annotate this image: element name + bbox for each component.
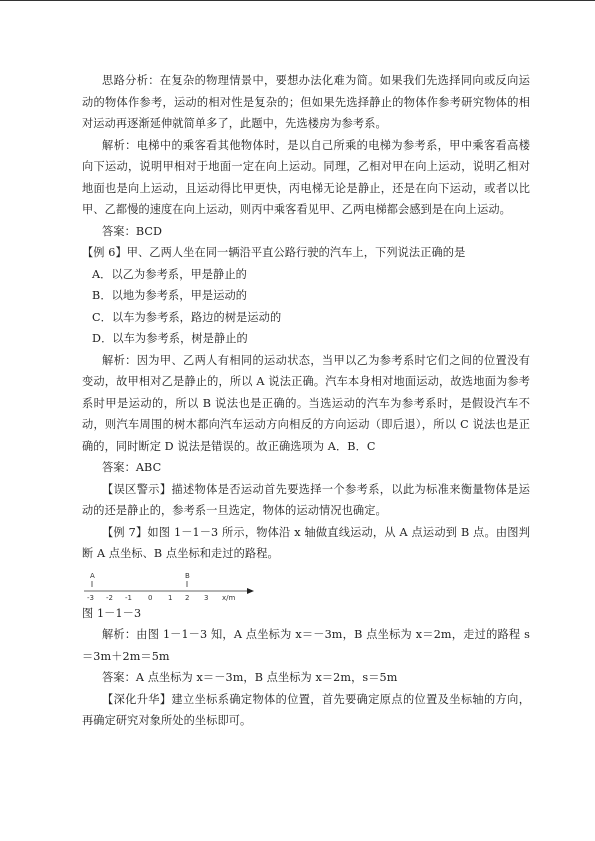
tick-label: -2: [106, 593, 113, 602]
x-axis-diagram: [82, 567, 272, 603]
axis-unit-label: x/m: [222, 593, 236, 602]
option-d: D．以车为参考系，树是静止的: [92, 332, 248, 345]
deepen-note: 【深化升华】建立坐标系确定物体的位置，首先要确定原点的位置及坐标轴的方向，再确定研究对象所处的坐标即可。: [82, 692, 530, 727]
axis-arrow-icon: [247, 588, 254, 594]
explanation-paragraph-2: 解析：因为甲、乙两人有相同的运动状态，当甲以乙为参考系时它们之间的位置没有变动，故甲相对乙是静止的，所以 A 说法正确。汽车本身相对地面运动，故选地面为参考系时甲是运动的，所以 B 说法也是正确的。当选运动的汽车为参考系时，是假设汽车不动，则汽车周围的树木都向汽车运动方向相反的方向运动（即后退），所以 C 说法也是正确的，同时断定 D 说法是错误的。故正确选项为 A．B．C: [82, 353, 530, 453]
point-a-label: A: [90, 571, 95, 580]
axis-figure: [82, 567, 530, 603]
example-6-question: 【例 6】甲、乙两人坐在同一辆沿平直公路行驶的汽车上，下列说法正确的是: [82, 246, 466, 259]
tick-label: 3: [204, 593, 209, 602]
tick-label: 2: [185, 593, 190, 602]
tick-label: -1: [125, 593, 132, 602]
document-body: [82, 70, 530, 732]
tick-label: 1: [168, 593, 173, 602]
explanation-paragraph-3: 解析：由图 1－1－3 知，A 点坐标为 x＝－3m，B 点坐标为 x＝2m，走过的路程 s＝3m＋2m＝5m: [82, 628, 530, 663]
tick-label: 0: [148, 593, 153, 602]
option-a: A．以乙为参考系，甲是静止的: [92, 267, 247, 281]
option-b: B．以地为参考系，甲是运动的: [92, 289, 248, 302]
answer-line-3: 答案：A 点坐标为 x＝－3m，B 点坐标为 x＝2m，s＝5m: [102, 671, 398, 684]
analysis-paragraph: 思路分析：在复杂的物理情景中，要想办法化难为简。如果我们先选择同向或反向运动的物体作参考，运动的相对性是复杂的；但如果先选择静止的物体作参考研究物体的相对运动再逐渐延伸就简单多了，此题中，先选楼房为参考系。: [82, 74, 530, 130]
option-c: C．以车为参考系，路边的树是运动的: [92, 310, 282, 324]
point-b-label: B: [185, 571, 190, 580]
answer-line-2: 答案：ABC: [102, 461, 162, 474]
page-top-border: [0, 0, 595, 1]
figure-caption: 图 1－1－3: [82, 606, 142, 620]
misconception-note: 【误区警示】描述物体是否运动首先要选择一个参考系，以此为标准来衡量物体是运动的还是静止的，参考系一旦选定，物体的运动情况也确定。: [82, 482, 530, 517]
tick-label: -3: [87, 593, 94, 602]
answer-line: 答案：BCD: [102, 224, 163, 238]
example-7-question: 【例 7】如图 1－1－3 所示，物体沿 x 轴做直线运动，从 A 点运动到 B 点。由图判断 A 点坐标、B 点坐标和走过的路程。: [82, 525, 530, 560]
explanation-paragraph: 解析：电梯中的乘客看其他物体时，是以自己所乘的电梯为参考系，甲中乘客看高楼向下运动，说明甲相对于地面一定在向上运动。同理，乙相对甲在向上运动，说明乙相对地面也是向上运动，且运动得比甲更快，丙电梯无论是静止，还是在向下运动，或者以比甲、乙都慢的速度在向上运动，则丙中乘客看见甲、乙两电梯都会感到是在向上运动。: [82, 138, 530, 216]
